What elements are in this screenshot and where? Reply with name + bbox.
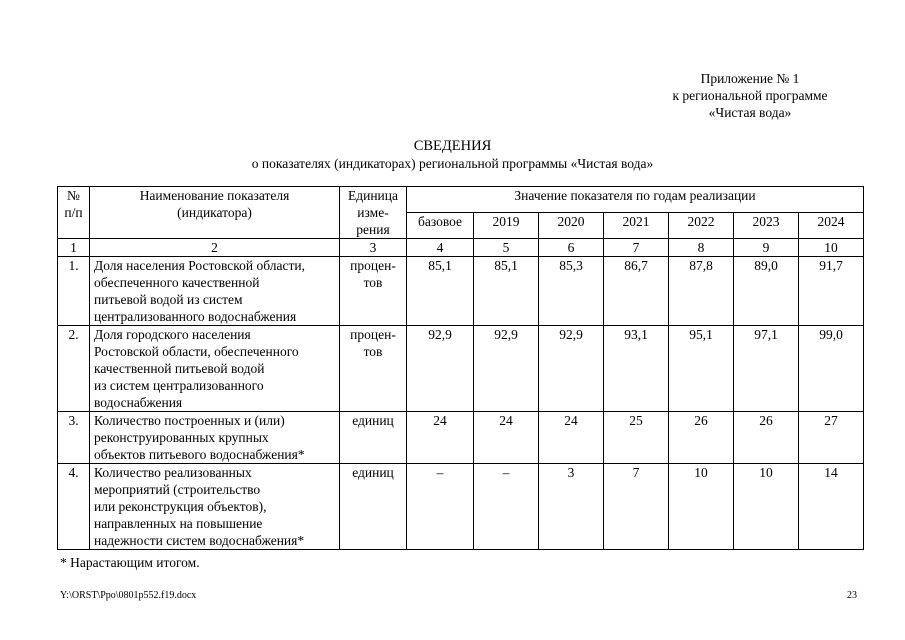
row-value: – — [474, 464, 539, 550]
footer-file-path: Y:\ORST\Ppo\0801p552.f19.docx — [60, 590, 197, 601]
row-indicator-name: Количество реализованных мероприятий (строительство или реконструкция объектов), направленных на повышение надежности систем водоснабжения* — [90, 464, 340, 550]
row-unit: процен- тов — [340, 326, 407, 412]
header-year: 2020 — [539, 213, 604, 239]
row-value: 92,9 — [474, 326, 539, 412]
row-unit: процен- тов — [340, 257, 407, 326]
footer-page-number: 23 — [847, 590, 857, 601]
column-numbers-row — [58, 239, 864, 257]
row-num: 4. — [58, 464, 90, 550]
indicators-table — [57, 186, 864, 550]
header-unit: Единица изме- рения — [340, 187, 407, 239]
column-number: 3 — [340, 239, 407, 257]
row-indicator-name: Количество построенных и (или) реконструированных крупных объектов питьевого водоснабжения* — [90, 412, 340, 464]
column-number: 7 — [604, 239, 669, 257]
column-number: 8 — [669, 239, 734, 257]
row-value: 95,1 — [669, 326, 734, 412]
column-number: 1 — [58, 239, 90, 257]
table-row — [58, 257, 864, 326]
row-value: 91,7 — [799, 257, 864, 326]
column-number: 5 — [474, 239, 539, 257]
row-value: 25 — [604, 412, 669, 464]
row-value: 24 — [539, 412, 604, 464]
appendix-line-2: к региональной программе — [672, 88, 828, 103]
row-indicator-name: Доля городского населения Ростовской области, обеспеченного качественной питьевой водой из систем централизованного водоснабжения — [90, 326, 340, 412]
row-value: 85,3 — [539, 257, 604, 326]
table-row — [58, 464, 864, 550]
header-values-group: Значение показателя по годам реализации — [407, 187, 864, 213]
column-number: 6 — [539, 239, 604, 257]
row-value: 92,9 — [539, 326, 604, 412]
column-number: 9 — [734, 239, 799, 257]
row-value: 27 — [799, 412, 864, 464]
column-number: 2 — [90, 239, 340, 257]
header-year: 2024 — [799, 213, 864, 239]
row-value: 24 — [474, 412, 539, 464]
row-value: 99,0 — [799, 326, 864, 412]
row-value: 7 — [604, 464, 669, 550]
row-value: 93,1 — [604, 326, 669, 412]
header-year: 2023 — [734, 213, 799, 239]
header-num: № п/п — [58, 187, 90, 239]
table-row — [58, 412, 864, 464]
row-value: 87,8 — [669, 257, 734, 326]
appendix-block — [620, 70, 880, 121]
row-value: 89,0 — [734, 257, 799, 326]
appendix-line-3: «Чистая вода» — [708, 105, 792, 120]
row-indicator-name: Доля населения Ростовской области, обеспеченного качественной питьевой водой из систем централизованного водоснабжения — [90, 257, 340, 326]
row-value: 3 — [539, 464, 604, 550]
row-num: 2. — [58, 326, 90, 412]
row-num: 1. — [58, 257, 90, 326]
row-unit: единиц — [340, 464, 407, 550]
header-row-1 — [58, 187, 864, 213]
row-value: 86,7 — [604, 257, 669, 326]
column-number: 4 — [407, 239, 474, 257]
row-unit: единиц — [340, 412, 407, 464]
row-value: 26 — [734, 412, 799, 464]
header-name: Наименование показателя (индикатора) — [90, 187, 340, 239]
header-year: 2022 — [669, 213, 734, 239]
header-year: 2021 — [604, 213, 669, 239]
row-value: 10 — [734, 464, 799, 550]
row-value: 14 — [799, 464, 864, 550]
row-value: 92,9 — [407, 326, 474, 412]
document-subtitle: о показателях (индикаторах) региональной программы «Чистая вода» — [251, 156, 654, 171]
row-value: 24 — [407, 412, 474, 464]
footnote: * Нарастающим итогом. — [60, 555, 200, 570]
row-value: 97,1 — [734, 326, 799, 412]
row-value: – — [407, 464, 474, 550]
appendix-line-1: Приложение № 1 — [700, 71, 800, 86]
row-value: 85,1 — [407, 257, 474, 326]
header-year: базовое — [407, 213, 474, 239]
row-value: 85,1 — [474, 257, 539, 326]
row-value: 26 — [669, 412, 734, 464]
row-value: 10 — [669, 464, 734, 550]
document-title: СВЕДЕНИЯ — [413, 138, 492, 154]
table-row — [58, 326, 864, 412]
column-number: 10 — [799, 239, 864, 257]
row-num: 3. — [58, 412, 90, 464]
header-year: 2019 — [474, 213, 539, 239]
